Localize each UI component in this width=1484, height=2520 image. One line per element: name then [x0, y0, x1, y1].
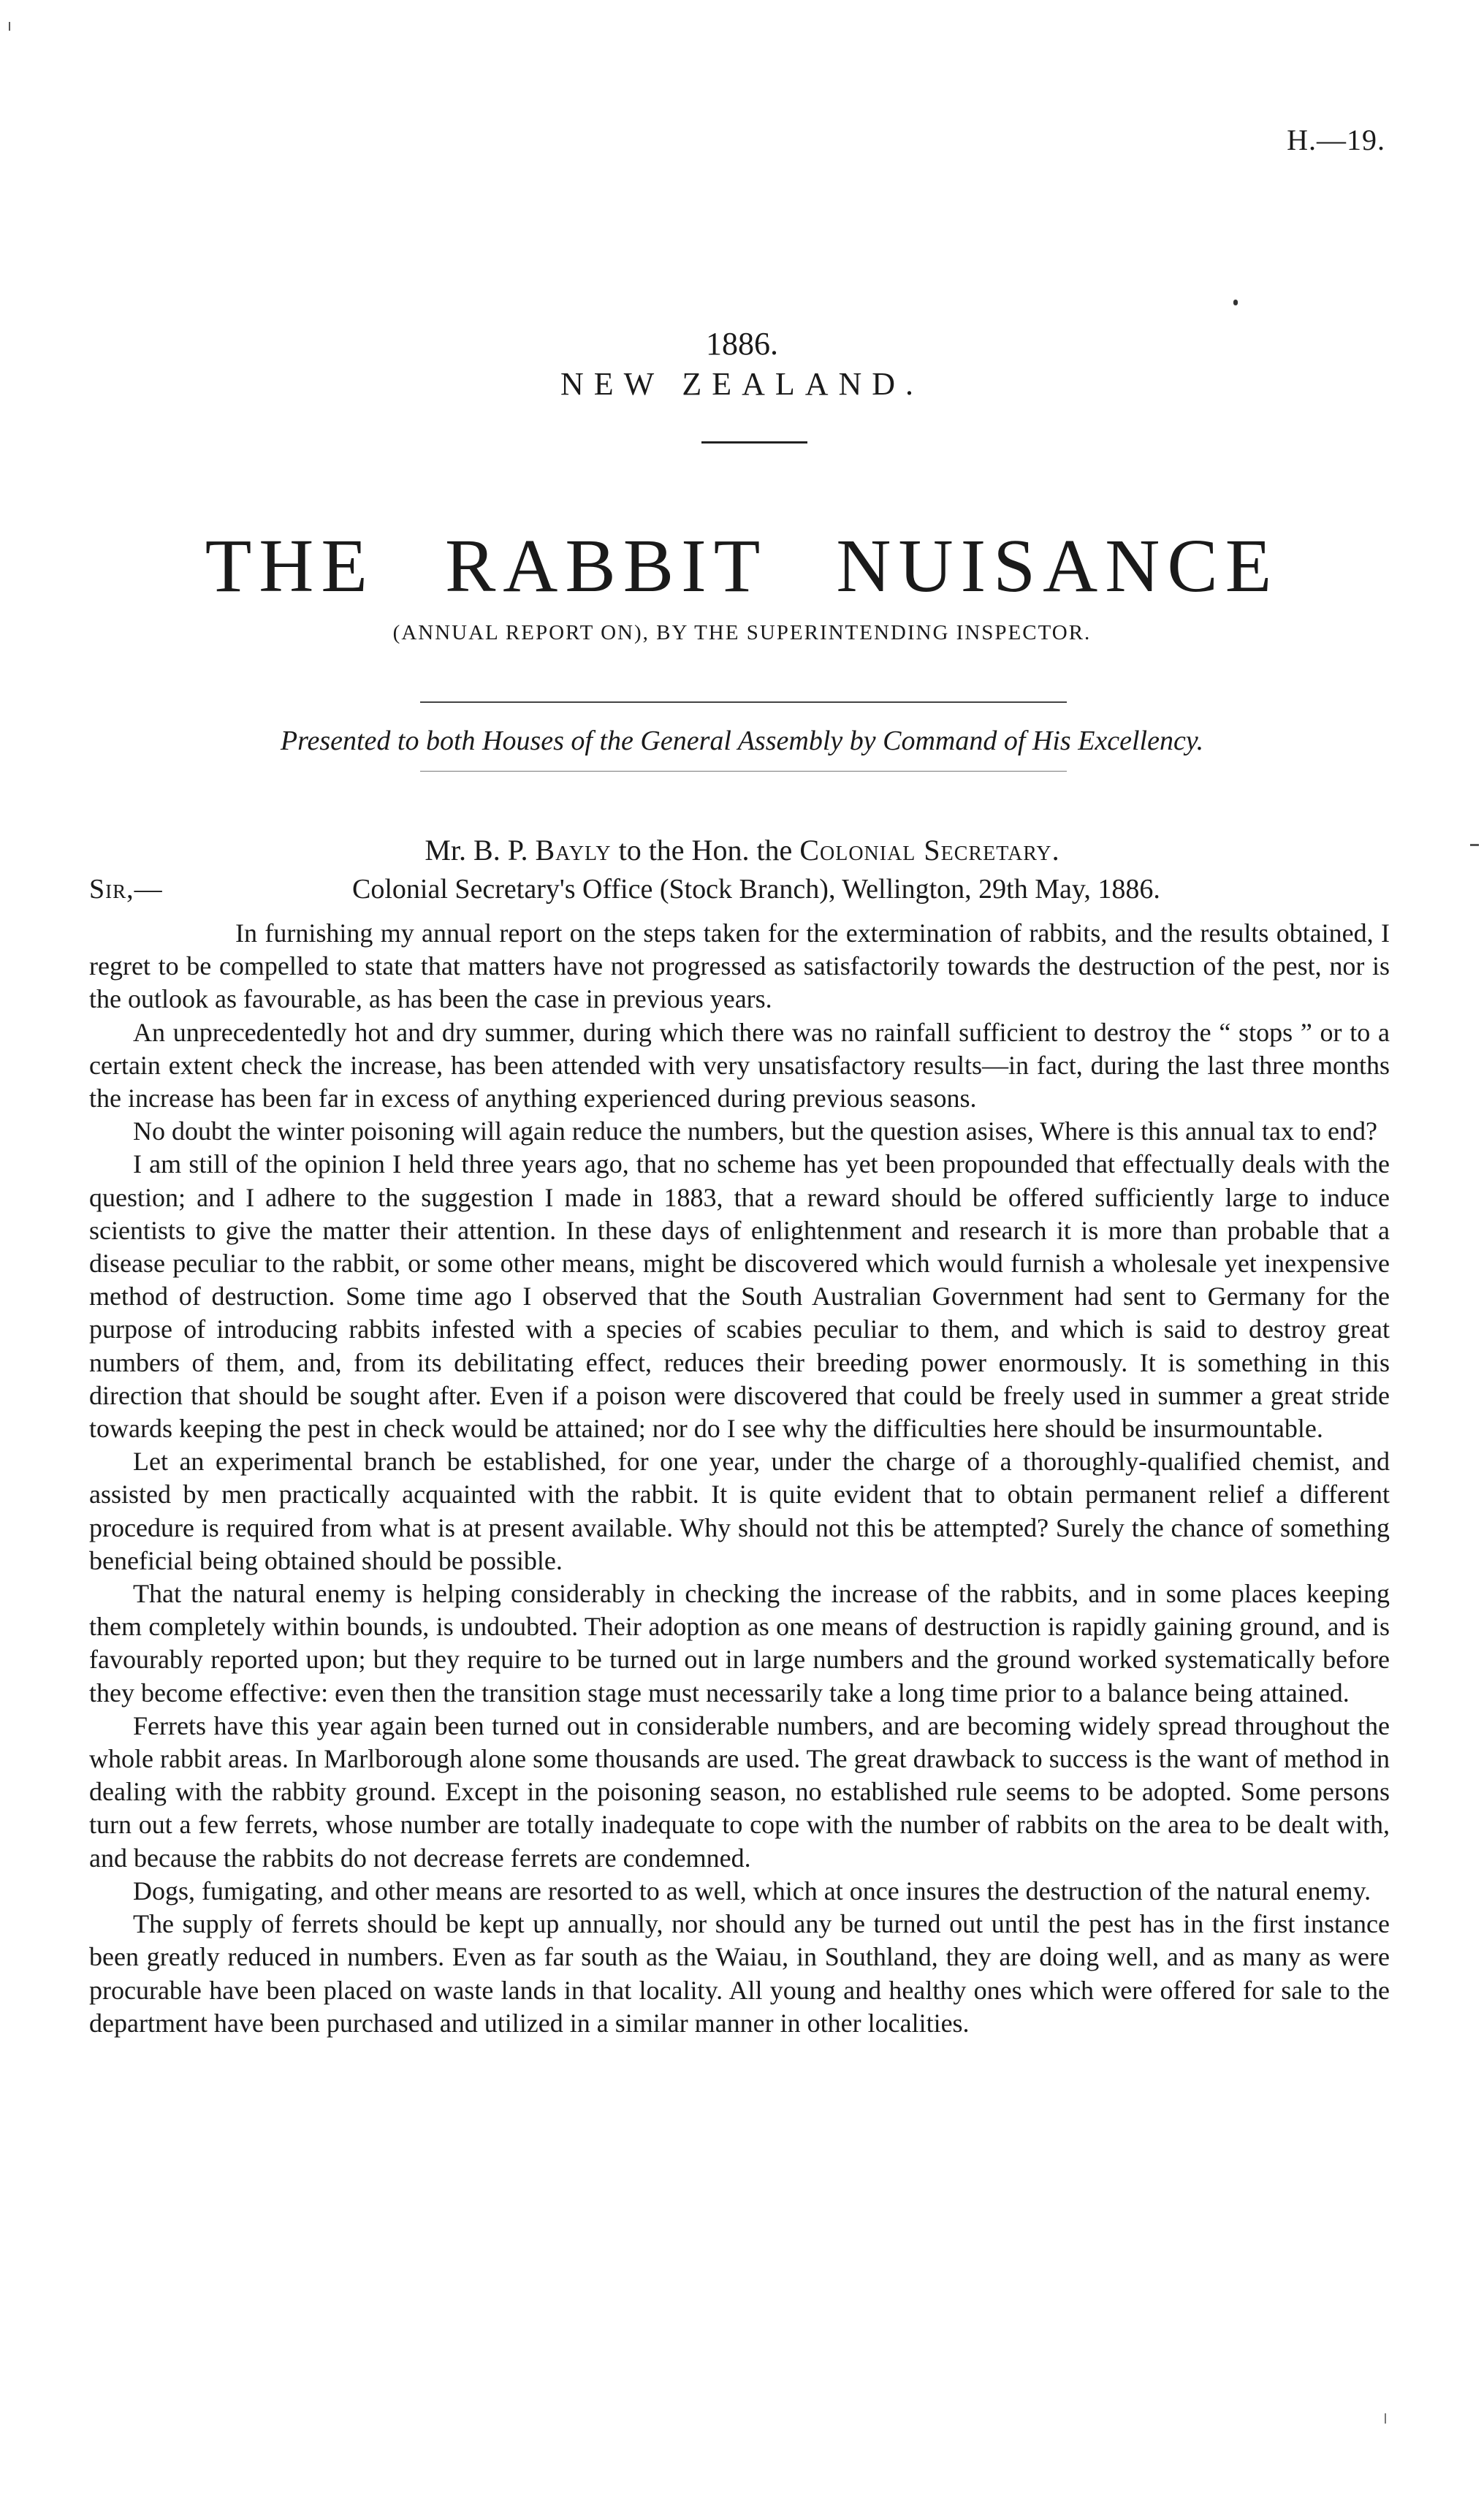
paragraph: In furnishing my annual report on the steps taken for the extermination of rabbits, and the results obtained, I regret to be compelled to state that matters have not progressed as satisfactorily towards the destruction of the pest, nor is the outlook as favourable, as has been the case in previous years. — [89, 918, 1390, 1014]
letter-heading-end: . — [1051, 834, 1059, 867]
letter-from-name: Bayly — [535, 834, 612, 867]
paragraph: An unprecedentedly hot and dry summer, during which there was no rainfall sufficient to destroy the “ stops ” or to a certain extent check the increase, has been attended with very unsatisfactory results—in fact, during the last three months the increase has been far in excess of anything experienced during previous seasons. — [89, 1017, 1390, 1114]
divider-rule — [701, 441, 807, 444]
document-country: NEW ZEALAND. — [560, 366, 924, 402]
letter-from-prefix: Mr. B. P. — [425, 834, 536, 867]
page-title: THE RABBIT NUISANCE — [205, 524, 1279, 608]
document-year: 1886. — [706, 326, 778, 362]
scan-mark — [9, 22, 10, 31]
divider-rule-bottom — [420, 771, 1067, 772]
paragraph: No doubt the winter poisoning will again reduce the numbers, but the question asises, Where is this annual tax to end? — [133, 1116, 1377, 1146]
letter-to-name: Colonial Secretary — [799, 834, 1052, 867]
paragraph: That the natural enemy is helping considerably in checking the increase of the rabbits, and in some places keeping them completely within bounds, is undoubted. Their adoption as one means of destruction is rapidly gaining ground, and is favourably reported upon; but they require to be turned out in large numbers and the ground worked systematically before they become effective: even then the transition stage must necessarily take a long time prior to a balance being attained. — [89, 1579, 1390, 1708]
paragraph: Dogs, fumigating, and other means are resorted to as well, which at once insures the destruction of the natural enemy. — [133, 1876, 1371, 1906]
paragraph: Let an experimental branch be established, for one year, under the charge of a thoroughly-qualified chemist, and assisted by men practically acquainted with the rabbit. It is quite evident that to obtain permanent relief a different procedure is required from what is at present available. Why should not this be attempted? Surely the chance of something beneficial being obtained should be possible. — [89, 1447, 1390, 1575]
letter-body — [89, 917, 1390, 2040]
scan-speck — [1233, 300, 1238, 305]
paper-reference: H.—19. — [1287, 123, 1385, 156]
paragraph: Ferrets have this year again been turned out in considerable numbers, and are becoming widely spread throughout the whole rabbit areas. In Marlborough alone some thousands are used. The great drawback to success is the want of method in dealing with the rabbity ground. Except in the poisoning season, no established rule seems to be adopted. Some persons turn out a few ferrets, whose number are totally inadequate to cope with the number of rabbits on the area to be dealt with, and because the rabbits do not decrease ferrets are condemned. — [89, 1710, 1390, 1873]
paragraph: I am still of the opinion I held three years ago, that no scheme has yet been propounded that effectually deals with the question; and I adhere to the suggestion I made in 1883, that a reward should be offered sufficiently large to induce scientists to give the matter their attention. In these days of enlightenment and research it is more than probable that a disease peculiar to the rabbit, or some other means, might be discovered which would furnish a wholesale yet inexpensive method of destruction. Some time ago I observed that the South Australian Government had sent to Germany for the purpose of introducing rabbits infested with a species of scabies peculiar to them, and which is said to destroy great numbers of them, and, from its debilitating effect, reduces their breeding power enormously. It is something in this direction that should be sought after. Even if a poison were discovered that could be freely used in summer a great stride towards keeping the pest in check would be attained; nor do I see why the difficulties here should be insurmountable. — [89, 1149, 1390, 1444]
scan-mark — [1385, 2413, 1386, 2424]
letter-dateline: Colonial Secretary's Office (Stock Branch), Wellington, 29th May, 1886. — [352, 874, 1160, 905]
paragraph: The supply of ferrets should be kept up annually, nor should any be turned out until the pest has in the first instance been greatly reduced in numbers. Even as far south as the Waiau, in Southland, they are doing well, and as many as were procurable have been placed on waste lands in that locality. All young and healthy ones which were offered for sale to the department have been purchased and utilized in a similar manner in other localities. — [89, 1909, 1390, 2038]
divider-rule-top — [420, 701, 1067, 703]
letter-salutation: Sir,— — [89, 874, 163, 905]
letter-heading — [0, 833, 1484, 867]
letter-to-prefix: to the Hon. the — [611, 834, 800, 867]
presentation-note: Presented to both Houses of the General Assembly by Command of His Excellency. — [280, 726, 1204, 756]
page-subtitle: (ANNUAL REPORT ON), BY THE SUPERINTENDING INSPECTOR. — [392, 621, 1092, 644]
